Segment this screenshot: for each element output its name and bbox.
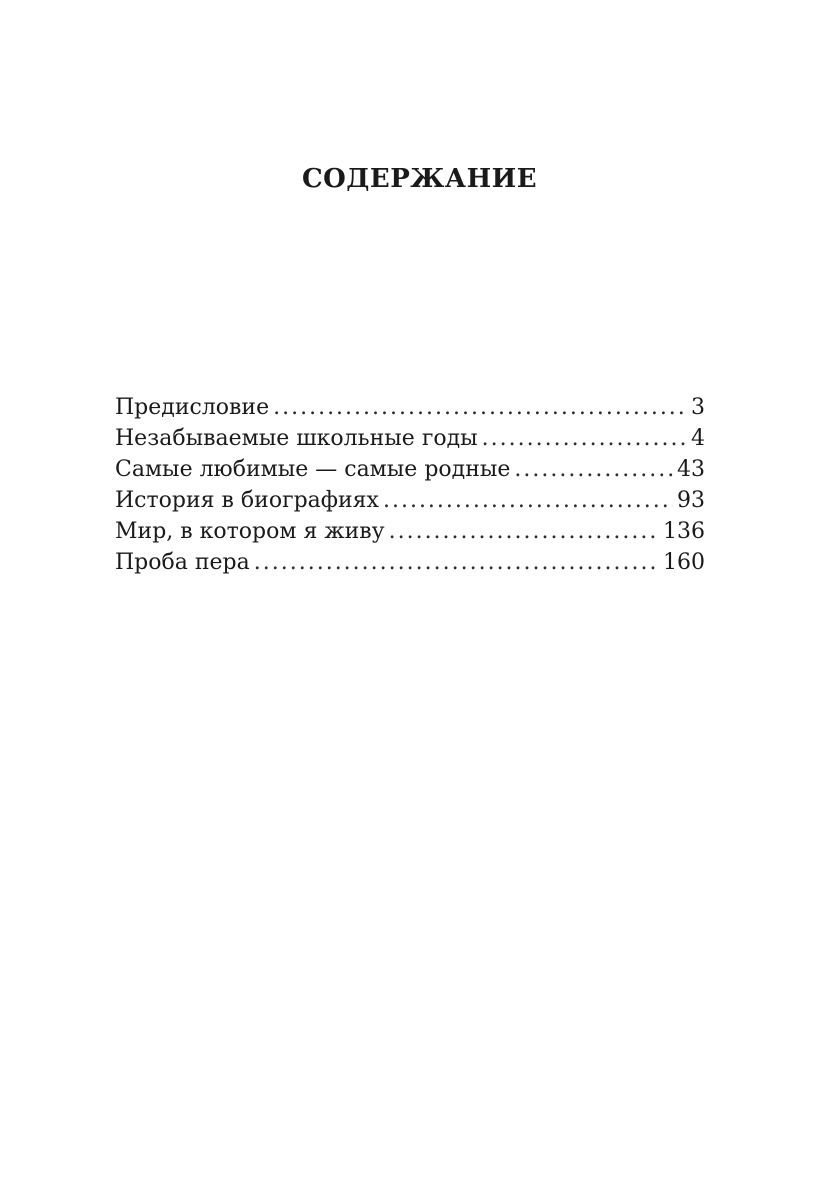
- dot-leader: [273, 392, 687, 423]
- toc-entry-page: 136: [663, 519, 705, 544]
- dot-leader: [514, 454, 673, 485]
- table-of-contents: [115, 392, 705, 578]
- toc-entry: [115, 423, 705, 454]
- dot-leader: [389, 516, 659, 547]
- toc-entry-label: Самые любимые — самые родные: [115, 457, 511, 482]
- toc-entry-label: Мир, в котором я живу: [115, 519, 385, 544]
- toc-entry-label: Предисловие: [115, 395, 270, 420]
- toc-entry-page: 43: [677, 457, 705, 482]
- toc-entry: [115, 547, 705, 578]
- toc-entry-label: Проба пера: [115, 550, 250, 575]
- page-title: СОДЕРЖАНИЕ: [301, 164, 538, 194]
- toc-entry: [115, 454, 705, 485]
- dot-leader: [482, 423, 687, 454]
- toc-entry: [115, 485, 705, 516]
- toc-entry: [115, 516, 705, 547]
- toc-entry-label: Незабываемые школьные годы: [115, 426, 478, 451]
- dot-leader: [254, 547, 659, 578]
- toc-entry-label: История в биографиях: [115, 488, 379, 513]
- toc-entry-page: 93: [677, 488, 705, 513]
- dot-leader: [383, 485, 673, 516]
- toc-entry-page: 4: [691, 426, 705, 451]
- toc-entry: [115, 392, 705, 423]
- toc-entry-page: 160: [663, 550, 705, 575]
- toc-entry-page: 3: [691, 395, 705, 420]
